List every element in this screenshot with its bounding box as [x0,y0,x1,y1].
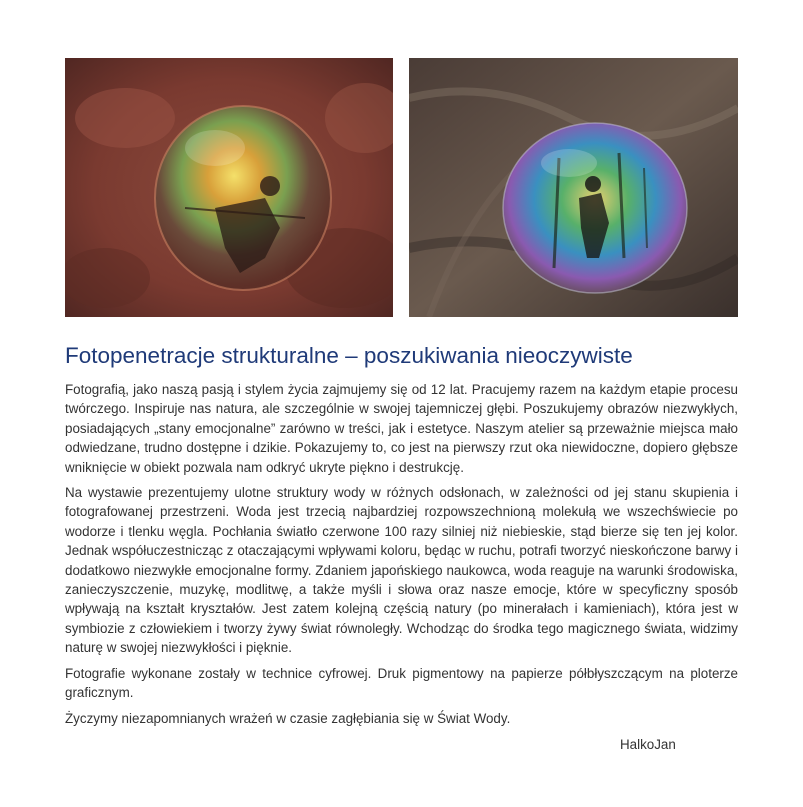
paragraph: Fotografie wykonane zostały w technice cyfrowej. Druk pigmentowy na papierze półbłyszczącym na ploterze graficznym. [65,665,738,701]
author-signature: HalkoJan [620,737,676,752]
paragraph: Fotografią, jako naszą pasją i stylem życia zajmujemy się od 12 lat. Pracujemy razem na każdym etapie procesu twórczego. Inspiruje nas natura, ale szczególnie w swojej tajemniczej głębi. Poszukujemy obrazów niezwykłych, posiadających „stany emocjonalne” zarówno w treści, jak i estetyce. Naszym atelier są przeważnie miejsca mało odwiedzane, trudno dostępne i dzikie. Pokazujemy to, co jest na pierwszy rzut oka niewidoczne, dopiero głębsze wniknięcie w obiekt pozwala nam odkryć ukryte piękno i destrukcję. [65,382,738,475]
photo-bubble-forest-reflection [409,58,738,317]
paragraph: Życzymy niezapomnianych wrażeń w czasie zagłębiania się w Świat Wody. [65,710,511,726]
photo-bubble-red-rock [65,58,393,317]
paragraph: Na wystawie prezentujemy ulotne struktury wody w różnych odsłonach, w zależności od jej stanu skupienia i fotografowanej przestrzeni. Woda jest trzecią najbardziej rozpowszechnioną molekułą we wszechświecie po wodorze i tlenku węgla. Pochłania światło czerwone 100 razy silniej niż niebieskie, stąd bierze się ten jej kolor. Jednak współuczestnicząc z otaczającymi wpływami koloru, będąc w ruchu, potrafi tworzyć nieskończone barwy i dodatkowo niezwykłe emocjonalne formy. Zdaniem japońskiego naukowca, woda reaguje na warunki środowiska, zanieczyszczenie, muzykę, modlitwę, a także myśli i słowa oraz nasze emocje, które w specyficzny sposób wpływają na kształt kryształów. Jest zatem kolejną częścią natury (po minerałach i kamieniach), która jest w symbiozie z człowiekiem i tworzy żywy świat równoległy. Wchodząc do środka tego magicznego świata, widzimy naturę w swojej niezwykłości i pięknie. [65,485,738,656]
page-title: Fotopenetracje strukturalne – poszukiwania nieoczywiste [65,343,633,368]
body-text [65,380,738,734]
